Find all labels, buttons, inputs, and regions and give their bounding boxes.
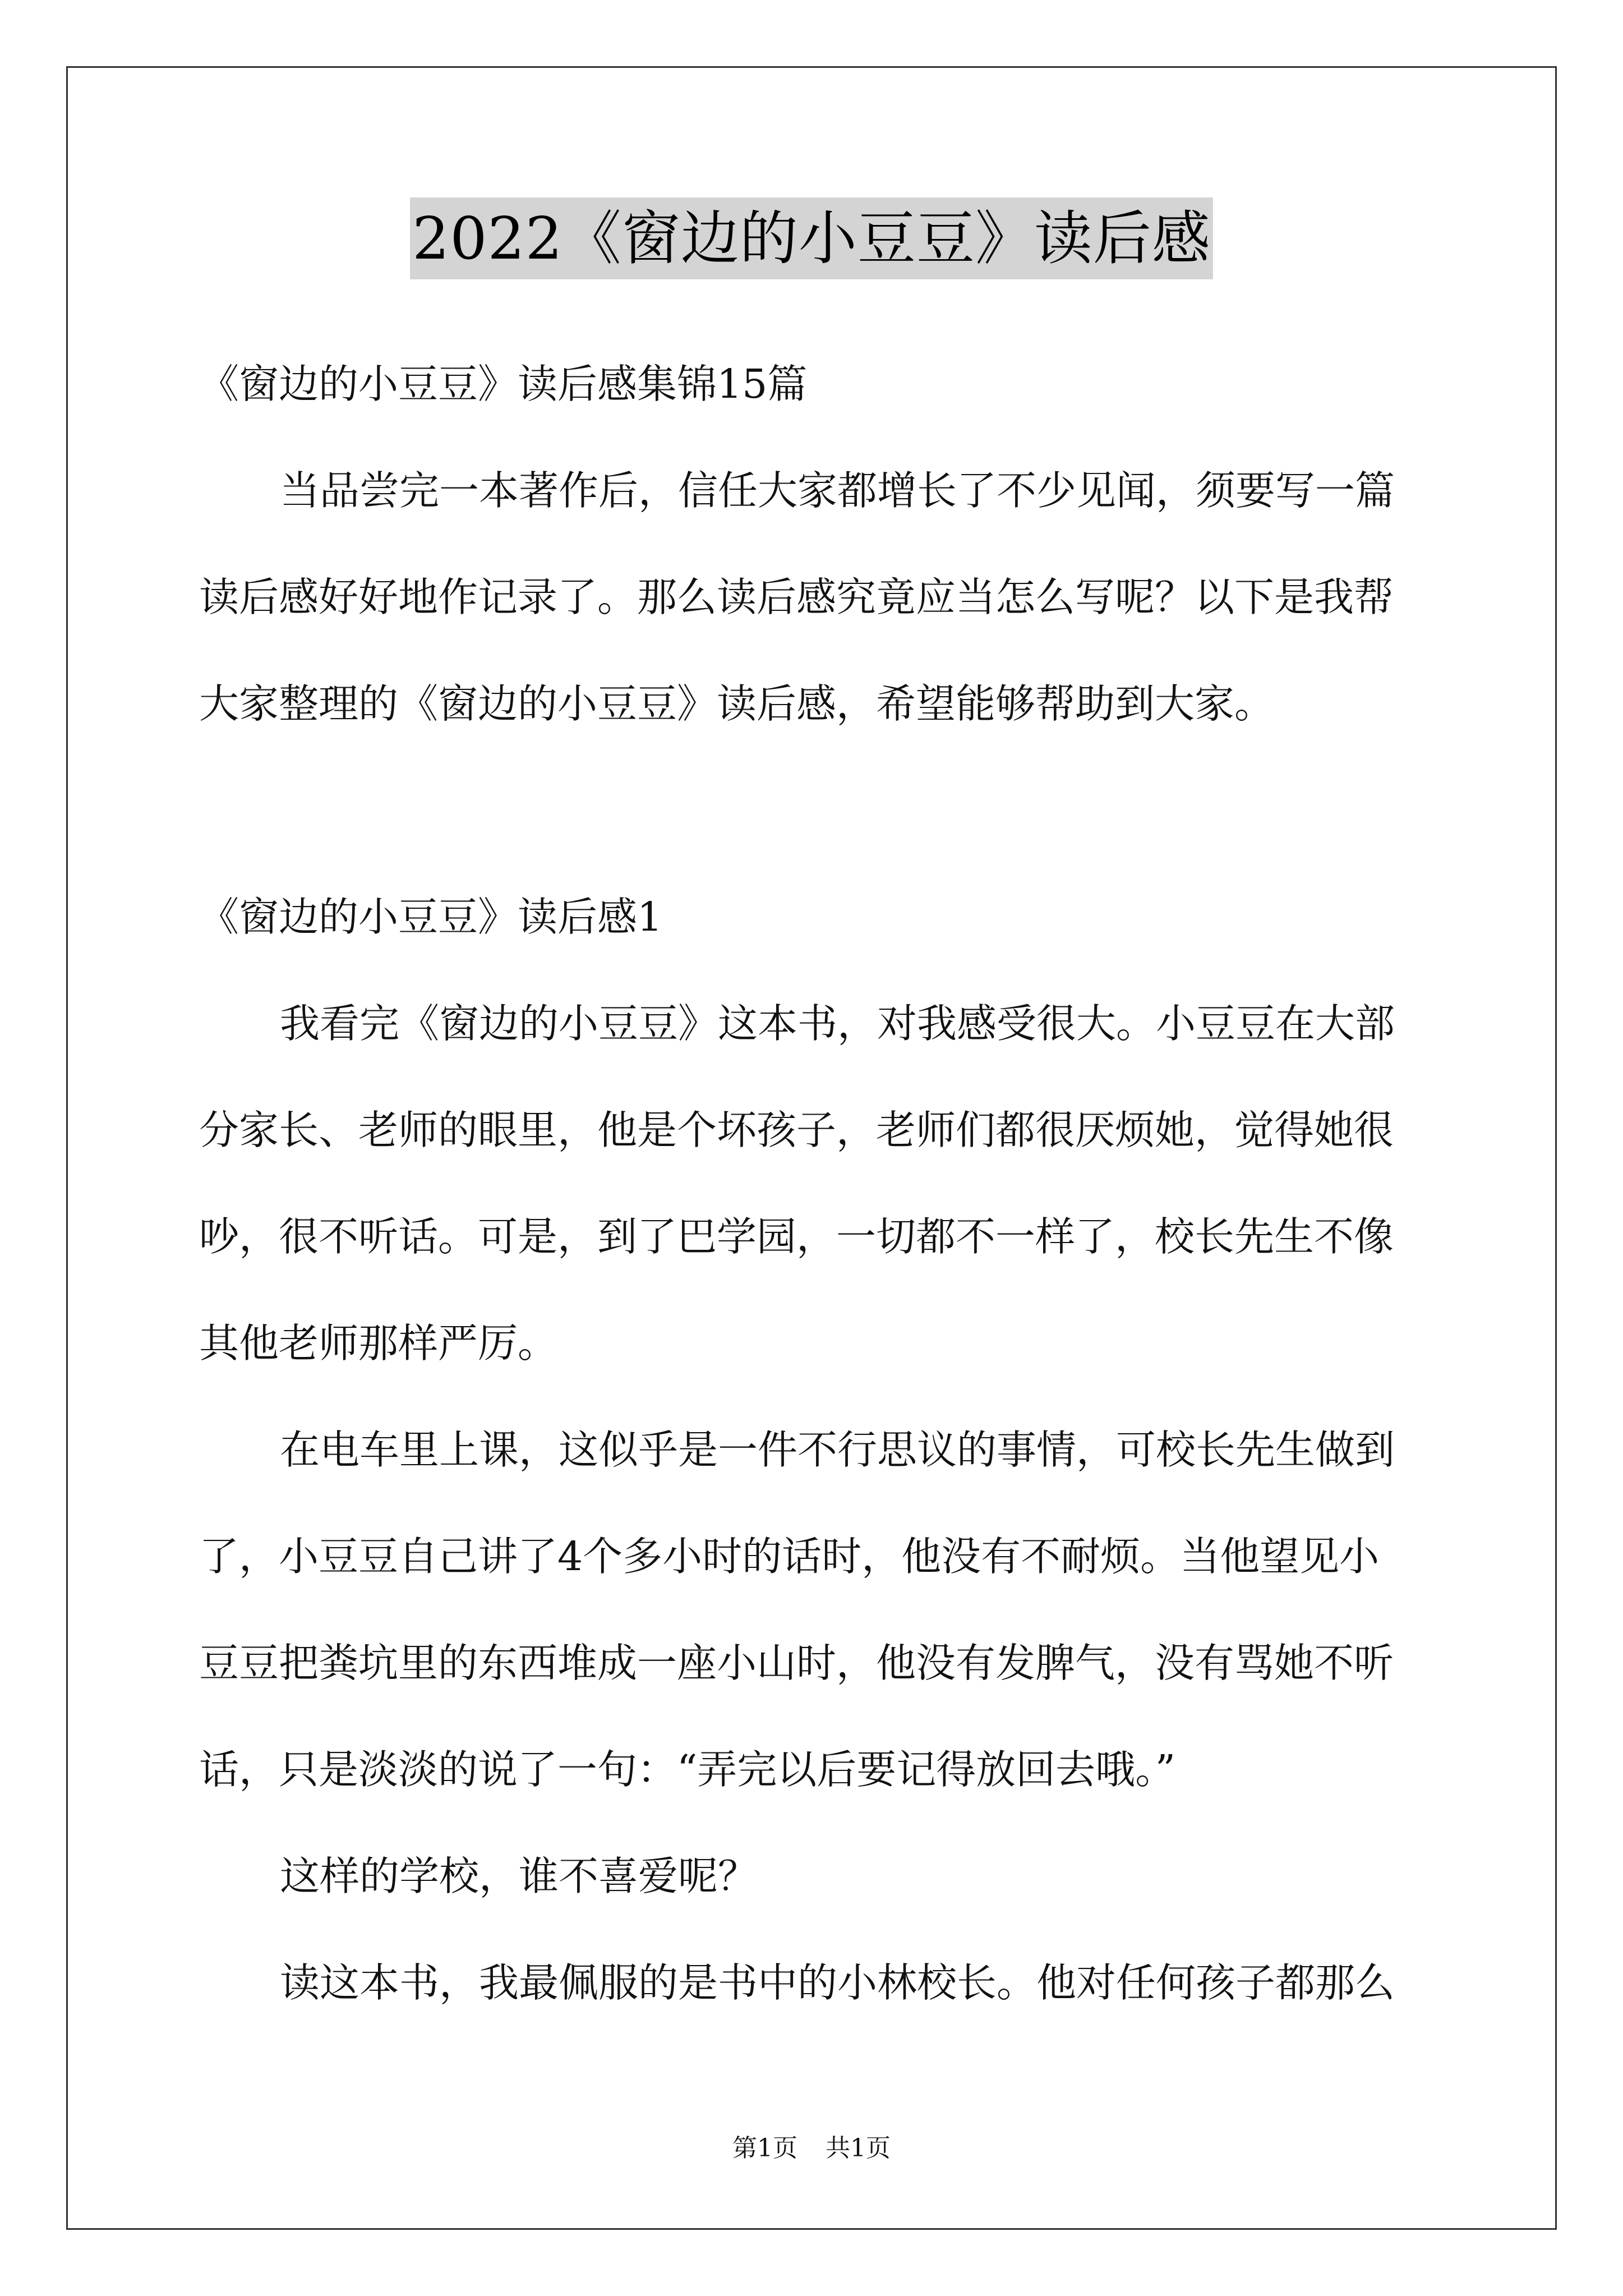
document-subtitle: 《窗边的小豆豆》读后感集锦15篇 xyxy=(199,361,808,407)
paragraph-line: 吵，很不听话。可是，到了巴学园，一切都不一样了，校长先生不像 xyxy=(199,1213,1394,1260)
paragraph-line: 话，只是淡淡的说了一句：“弄完以后要记得放回去哦。” xyxy=(199,1746,1176,1793)
document-body xyxy=(199,331,1427,2036)
intro-line: 当品尝完一本著作后，信任大家都增长了不少见闻，须要写一篇 xyxy=(280,467,1395,514)
document-title: 2022《窗边的小豆豆》读后感 xyxy=(410,197,1213,279)
section-gap xyxy=(199,757,1427,864)
page-footer xyxy=(0,2132,1623,2165)
paragraph-line: 读这本书，我最佩服的是书中的小林校长。他对任何孩子都那么 xyxy=(280,1959,1395,2006)
intro-line: 读后感好好地作记录了。那么读后感究竟应当怎么写呢？以下是我帮 xyxy=(199,574,1394,620)
page-number-current: 第1页 xyxy=(732,2134,797,2162)
page-number-total: 共1页 xyxy=(826,2134,891,2162)
paragraph-line: 了，小豆豆自己讲了4个多小时的话时，他没有不耐烦。当他望见小 xyxy=(199,1533,1380,1580)
paragraph-line: 在电车里上课，这似乎是一件不行思议的事情，可校长先生做到 xyxy=(280,1427,1395,1473)
paragraph-line: 豆豆把粪坑里的东西堆成一座小山时，他没有发脾气，没有骂她不听 xyxy=(199,1640,1394,1686)
paragraph-line: 其他老师那样严厉。 xyxy=(199,1320,558,1366)
paragraph-line: 我看完《窗边的小豆豆》这本书，对我感受很大。小豆豆在大部 xyxy=(280,1000,1395,1047)
section-heading: 《窗边的小豆豆》读后感1 xyxy=(199,894,663,940)
intro-line: 大家整理的《窗边的小豆豆》读后感，希望能够帮助到大家。 xyxy=(199,680,1275,727)
paragraph-line: 分家长、老师的眼里，他是个坏孩子，老师们都很厌烦她，觉得她很 xyxy=(199,1107,1394,1153)
title-container xyxy=(0,197,1623,279)
paragraph-line: 这样的学校，谁不喜爱呢？ xyxy=(280,1853,758,1899)
